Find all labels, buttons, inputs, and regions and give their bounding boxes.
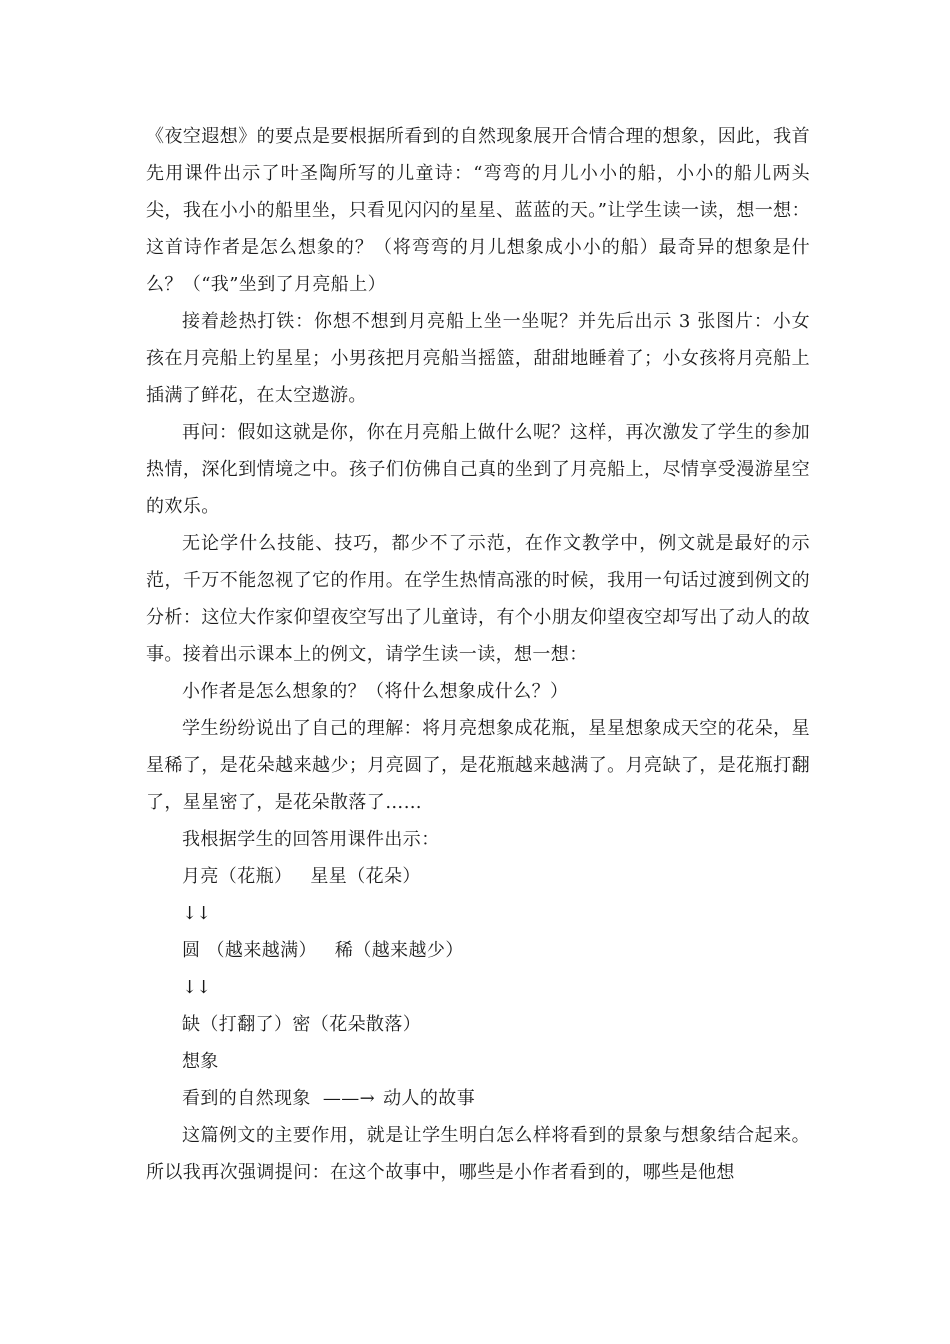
diagram-arrows-1 [146, 895, 810, 932]
down-arrow-icon: ↓ [196, 977, 212, 998]
down-arrow-icon: ↓ [182, 903, 198, 924]
diagram-label: 想象 [182, 1051, 219, 1072]
diagram-sparse: 稀（越来越少） [334, 940, 464, 961]
paragraph-prompt: 小作者是怎么想象的？（将什么想象成什么？） [182, 681, 569, 702]
diagram-dense: 密（花朵散落） [292, 1014, 422, 1035]
diagram-arrows-2 [146, 969, 810, 1006]
diagram-row-1 [146, 858, 810, 895]
paragraph-follow-up: 接着趁热打铁：你想不想到月亮船上坐一坐呢？并先后出示 3 张图片：小女孩在月亮船上钓星星；小男孩把月亮船当摇篮，甜甜地睡着了；小女孩将月亮船上插满了鲜花，在太空遨游。 [146, 311, 810, 406]
paragraph-closing: 这篇例文的主要作用，就是让学生明白怎么样将看到的景象与想象结合起来。所以我再次强调提问：在这个故事中，哪些是小作者看到的，哪些是他想 [146, 1125, 810, 1183]
diagram-row-2 [146, 932, 810, 969]
diagram-observed: 看到的自然现象 [182, 1088, 311, 1109]
paragraph-question: 再问：假如这就是你，你在月亮船上做什么呢？这样，再次激发了学生的参加热情，深化到情境之中。孩子们仿佛自己真的坐到了月亮船上，尽情享受漫游星空的欢乐。 [146, 422, 810, 517]
right-arrow-icon: ——→ [322, 1088, 376, 1109]
diagram-stars: 星星（花朵） [310, 866, 421, 887]
diagram-story: 动人的故事 [383, 1088, 476, 1109]
diagram-moon: 月亮（花瓶） [182, 866, 293, 887]
diagram-wane: 缺（打翻了） [182, 1014, 293, 1035]
diagram-round: 圆 （越来越满） [182, 940, 317, 961]
down-arrow-icon: ↓ [182, 977, 198, 998]
paragraph-student-answers: 学生纷纷说出了自己的理解：将月亮想象成花瓶，星星想象成天空的花朵，星星稀了，是花朵越来越少；月亮圆了，是花瓶越来越满了。月亮缺了，是花瓶打翻了，星星密了，是花朵散落了…… [146, 718, 810, 813]
paragraph-intro: 《夜空遐想》的要点是要根据所看到的自然现象展开合情合理的想象，因此，我首先用课件出示了叶圣陶所写的儿童诗：“弯弯的月儿小小的船，小小的船儿两头尖，我在小小的船里坐，只看见闪闪的星星、蓝蓝的天。”让学生读一读，想一想：这首诗作者是怎么想象的？（将弯弯的月儿想象成小小的船）最奇异的想象是什么？（“我”坐到了月亮船上） [146, 126, 810, 295]
down-arrow-icon: ↓ [196, 903, 212, 924]
document-body [146, 118, 810, 1191]
diagram-row-3 [146, 1006, 810, 1043]
paragraph-courseware: 我根据学生的回答用课件出示： [182, 829, 440, 850]
diagram-flow [146, 1080, 810, 1117]
paragraph-example: 无论学什么技能、技巧，都少不了示范，在作文教学中，例文就是最好的示范，千万不能忽视了它的作用。在学生热情高涨的时候，我用一句话过渡到例文的分析：这位大作家仰望夜空写出了儿童诗，有个小朋友仰望夜空却写出了动人的故事。接着出示课本上的例文，请学生读一读，想一想： [146, 533, 810, 665]
